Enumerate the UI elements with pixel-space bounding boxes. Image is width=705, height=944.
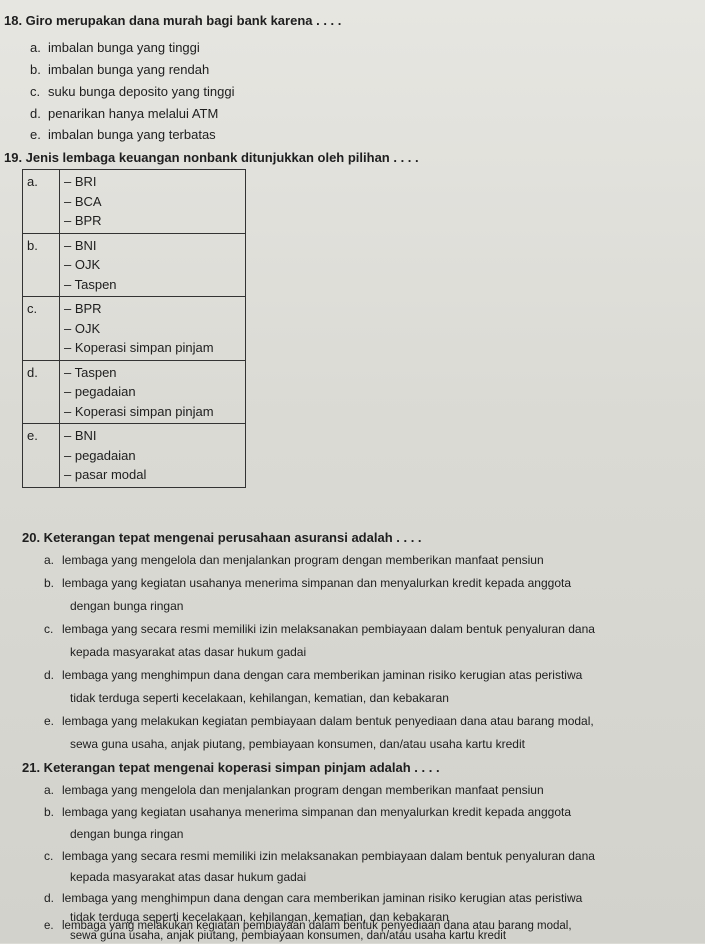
q18-option-e-text: imbalan bunga yang terbatas <box>48 127 216 142</box>
q19-option-e-letter: e. <box>23 424 60 488</box>
q19-e-item-1: – BNI <box>64 428 97 443</box>
q19-question: 19. Jenis lembaga keuangan nonbank ditunjukkan oleh pilihan . . . . <box>4 150 419 165</box>
q20-option-c-line-1: lembaga yang secara resmi memiliki izin melaksanakan pembiayaan dalam bentuk penyaluran dana <box>62 622 595 636</box>
q20-option-a-letter: a. <box>44 553 55 567</box>
q19-options-table <box>22 169 246 488</box>
q19-option-b[interactable] <box>23 233 246 297</box>
q20-option-b-cont: dengan bunga ringan <box>70 599 184 613</box>
q21-option-a[interactable] <box>44 782 544 798</box>
q21-option-a-line-1: lembaga yang mengelola dan menjalankan program dengan memberikan manfaat pensiun <box>62 783 544 797</box>
q19-c-item-2: – OJK <box>64 320 101 336</box>
q20-option-c[interactable] <box>44 621 595 637</box>
q18-option-e-letter: e. <box>30 127 41 142</box>
q20-option-b[interactable] <box>44 575 571 591</box>
q21-option-e-line-1: lembaga yang melakukan kegiatan pembiayaan dalam bentuk penyediaan dana atau barang modal, <box>62 920 572 932</box>
q18-option-d[interactable] <box>30 106 218 122</box>
q20-option-e-cont: sewa guna usaha, anjak piutang, pembiayaan konsumen, dan/atau usaha kartu kredit <box>70 737 525 751</box>
q19-option-e[interactable] <box>23 424 246 488</box>
q20-option-e-letter: e. <box>44 714 55 728</box>
q21-option-b-cont: dengan bunga ringan <box>70 827 184 841</box>
q18-option-d-text: penarikan hanya melalui ATM <box>48 106 219 121</box>
q19-e-item-3: – pasar modal <box>64 467 147 482</box>
q21-option-d-cont: tidak terduga seperti kecelakaan, kehilangan, kematian, dan kebakaran <box>70 910 449 924</box>
q19-option-c-letter: c. <box>23 297 60 361</box>
q19-d-item-2: – pegadaian <box>64 384 136 399</box>
q18-option-b-text: imbalan bunga yang rendah <box>48 62 210 77</box>
q20-question: 20. Keterangan tepat mengenai perusahaan asuransi adalah . . . . <box>22 530 422 545</box>
q19-option-a[interactable] <box>23 170 246 234</box>
q21-question: 21. Keterangan tepat mengenai koperasi simpan pinjam adalah . . . . <box>22 760 440 775</box>
q19-option-b-letter: b. <box>23 233 60 297</box>
q21-option-b-line-1: lembaga yang kegiatan usahanya menerima simpanan dan menyalurkan kredit kepada anggota <box>62 805 571 819</box>
q19-a-item-2: – BCA <box>64 193 102 209</box>
q20-option-e[interactable] <box>44 713 594 729</box>
q18-option-e[interactable] <box>30 127 216 143</box>
q18-option-b[interactable] <box>30 62 209 78</box>
q18-option-c[interactable] <box>30 84 234 100</box>
q19-option-e-items <box>60 424 246 488</box>
q19-option-b-items <box>60 233 246 297</box>
q21-option-c-letter: c. <box>44 849 54 863</box>
q20-option-b-letter: b. <box>44 576 55 590</box>
q20-option-a[interactable] <box>44 552 544 568</box>
q19-d-item-1: – Taspen <box>64 364 117 380</box>
q19-e-item-2: – pegadaian <box>64 447 136 463</box>
q19-option-d[interactable] <box>23 360 246 424</box>
q20-option-d[interactable] <box>44 667 582 683</box>
q19-b-item-3: – Taspen <box>64 276 117 292</box>
q19-option-d-letter: d. <box>23 360 60 424</box>
q19-c-item-3: – Koperasi simpan pinjam <box>64 340 214 355</box>
q20-option-c-cont: kepada masyarakat atas dasar hukum gadai <box>70 645 307 659</box>
q18-option-a-text: imbalan bunga yang tinggi <box>48 40 200 55</box>
q19-option-d-items <box>60 360 246 424</box>
q20-option-d-cont: tidak terduga seperti kecelakaan, kehilangan, kematian, dan kebakaran <box>70 691 449 705</box>
q19-option-c[interactable] <box>23 297 246 361</box>
q19-b-item-1: – BNI <box>64 237 97 253</box>
q21-option-c-cont: kepada masyarakat atas dasar hukum gadai <box>70 870 307 884</box>
q20-option-c-letter: c. <box>44 622 54 636</box>
q19-c-item-1: – BPR <box>64 301 102 316</box>
q21-option-d[interactable] <box>44 890 582 906</box>
q18-option-a[interactable] <box>30 40 200 56</box>
q19-d-item-3: – Koperasi simpan pinjam <box>64 403 214 419</box>
q19-a-item-1: – BRI <box>64 174 97 189</box>
q18-option-d-letter: d. <box>30 106 41 121</box>
q20-option-d-line-1: lembaga yang menghimpun dana dengan cara memberikan jaminan risiko kerugian atas peristiwa <box>62 668 583 682</box>
q21-option-d-letter: d. <box>44 891 55 905</box>
q21-option-a-letter: a. <box>44 783 55 797</box>
q18-question: 18. Giro merupakan dana murah bagi bank karena . . . . <box>4 13 342 28</box>
q18-option-c-text: suku bunga deposito yang tinggi <box>48 84 235 99</box>
q18-option-b-letter: b. <box>30 62 41 77</box>
q20-option-a-line-1: lembaga yang mengelola dan menjalankan program dengan memberikan manfaat pensiun <box>62 553 544 567</box>
q21-option-b[interactable] <box>44 804 571 820</box>
q19-b-item-2: – OJK <box>64 257 101 272</box>
q18-option-c-letter: c. <box>30 84 41 99</box>
q21-option-c-line-1: lembaga yang secara resmi memiliki izin melaksanakan pembiayaan dalam bentuk penyaluran dana <box>62 849 595 863</box>
q20-option-b-line-1: lembaga yang kegiatan usahanya menerima simpanan dan menyalurkan kredit kepada anggota <box>62 576 571 590</box>
q19-option-a-letter: a. <box>23 170 60 234</box>
q19-option-c-items <box>60 297 246 361</box>
q21-option-e-cont: sewa guna usaha, anjak piutang, pembiayaan konsumen, dan/atau usaha kartu kredit <box>70 930 507 942</box>
q18-option-a-letter: a. <box>30 40 41 55</box>
q19-option-a-items <box>60 170 246 234</box>
q21-option-e-letter: e. <box>44 920 54 932</box>
q20-option-d-letter: d. <box>44 668 55 682</box>
q21-option-d-line-1: lembaga yang menghimpun dana dengan cara memberikan jaminan risiko kerugian atas peristiwa <box>62 891 583 905</box>
q21-option-c[interactable] <box>44 848 595 864</box>
q20-option-e-line-1: lembaga yang melakukan kegiatan pembiayaan dalam bentuk penyediaan dana atau barang modal, <box>62 714 594 728</box>
q19-a-item-3: – BPR <box>64 213 102 228</box>
q21-option-b-letter: b. <box>44 805 55 819</box>
